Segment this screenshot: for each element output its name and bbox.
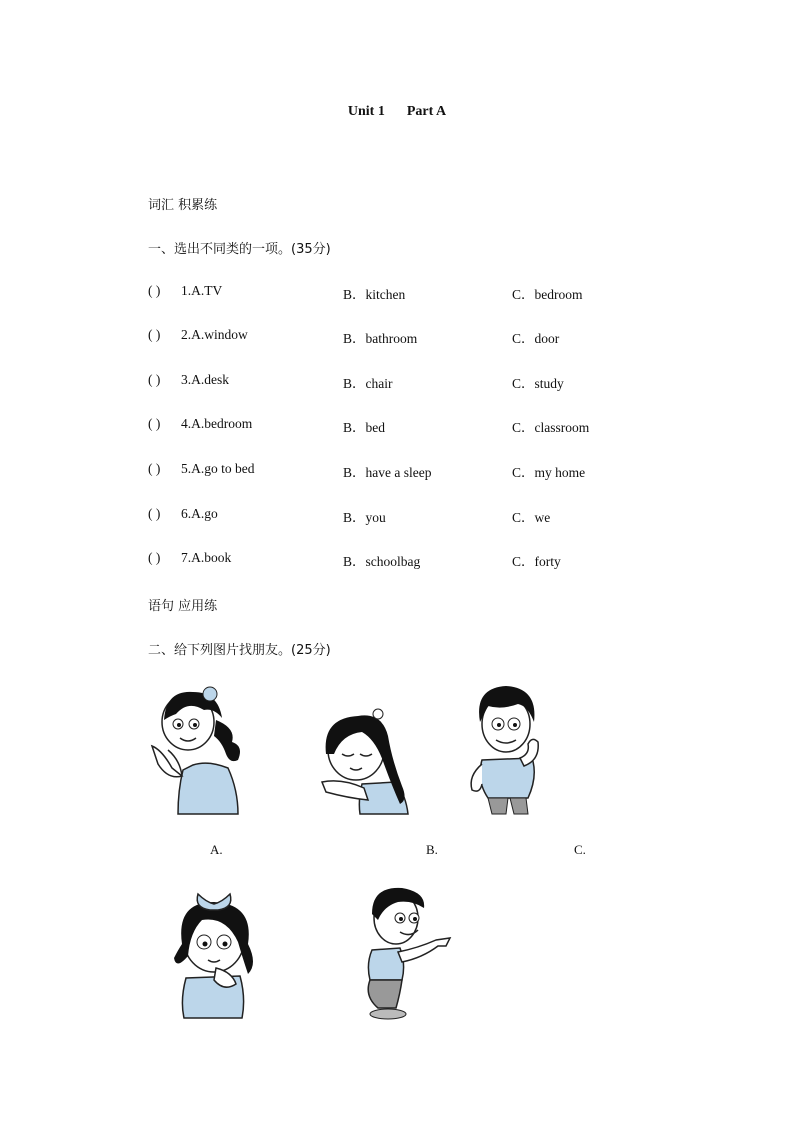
answer-paren[interactable]: ( ) xyxy=(148,461,161,476)
option-b: B．schoolbag xyxy=(343,554,421,569)
question-1-header: 一、选出不同类的一项。(35分) xyxy=(148,242,331,257)
option-a: 6.A.go xyxy=(181,506,218,521)
option-b: B．bed xyxy=(343,420,385,435)
option-c: C．forty xyxy=(512,554,561,569)
girl-bow-thinking-illustration xyxy=(162,884,268,1020)
picture-label-b: B. xyxy=(426,842,438,857)
page-title xyxy=(0,104,794,120)
option-a: 5.A.go to bed xyxy=(181,461,255,476)
option-b: B．bathroom xyxy=(343,331,418,346)
option-c: C．we xyxy=(512,510,551,525)
girl-sleeping-illustration xyxy=(312,700,412,816)
section-vocab-heading: 词汇 积累练 xyxy=(148,198,218,213)
boy-thinking-illustration xyxy=(458,680,554,816)
option-a: 2.A.window xyxy=(181,327,248,342)
picture-label-a: A. xyxy=(210,842,223,857)
question-row xyxy=(148,327,708,347)
option-c: C．study xyxy=(512,376,564,391)
option-b: B．chair xyxy=(343,376,393,391)
boy-pointing-illustration xyxy=(356,884,454,1020)
option-c: C．my home xyxy=(512,465,586,480)
option-b: B．have a sleep xyxy=(343,465,432,480)
picture-label-c: C. xyxy=(574,842,586,857)
option-b: B．you xyxy=(343,510,386,525)
question-row xyxy=(148,550,708,570)
question-row xyxy=(148,461,708,481)
option-b: B．kitchen xyxy=(343,287,406,302)
option-c: C．classroom xyxy=(512,420,590,435)
answer-paren[interactable]: ( ) xyxy=(148,327,161,342)
answer-paren[interactable]: ( ) xyxy=(148,372,161,387)
section-sentence-heading: 语句 应用练 xyxy=(148,599,218,614)
answer-paren[interactable]: ( ) xyxy=(148,416,161,431)
question-row xyxy=(148,416,708,436)
title-part: Part A xyxy=(406,104,447,119)
question-2-header: 二、给下列图片找朋友。(25分) xyxy=(148,643,331,658)
answer-paren[interactable]: ( ) xyxy=(148,506,161,521)
option-a: 4.A.bedroom xyxy=(181,416,253,431)
answer-paren[interactable]: ( ) xyxy=(148,283,161,298)
answer-paren[interactable]: ( ) xyxy=(148,550,161,565)
question-row xyxy=(148,372,708,392)
question-row xyxy=(148,283,708,303)
girl-clapping-illustration xyxy=(148,680,248,816)
option-a: 7.A.book xyxy=(181,550,232,565)
option-a: 3.A.desk xyxy=(181,372,229,387)
title-unit: Unit 1 xyxy=(347,104,385,119)
option-c: C．bedroom xyxy=(512,287,583,302)
option-a: 1.A.TV xyxy=(181,283,223,298)
question-row xyxy=(148,506,708,526)
option-c: C．door xyxy=(512,331,560,346)
